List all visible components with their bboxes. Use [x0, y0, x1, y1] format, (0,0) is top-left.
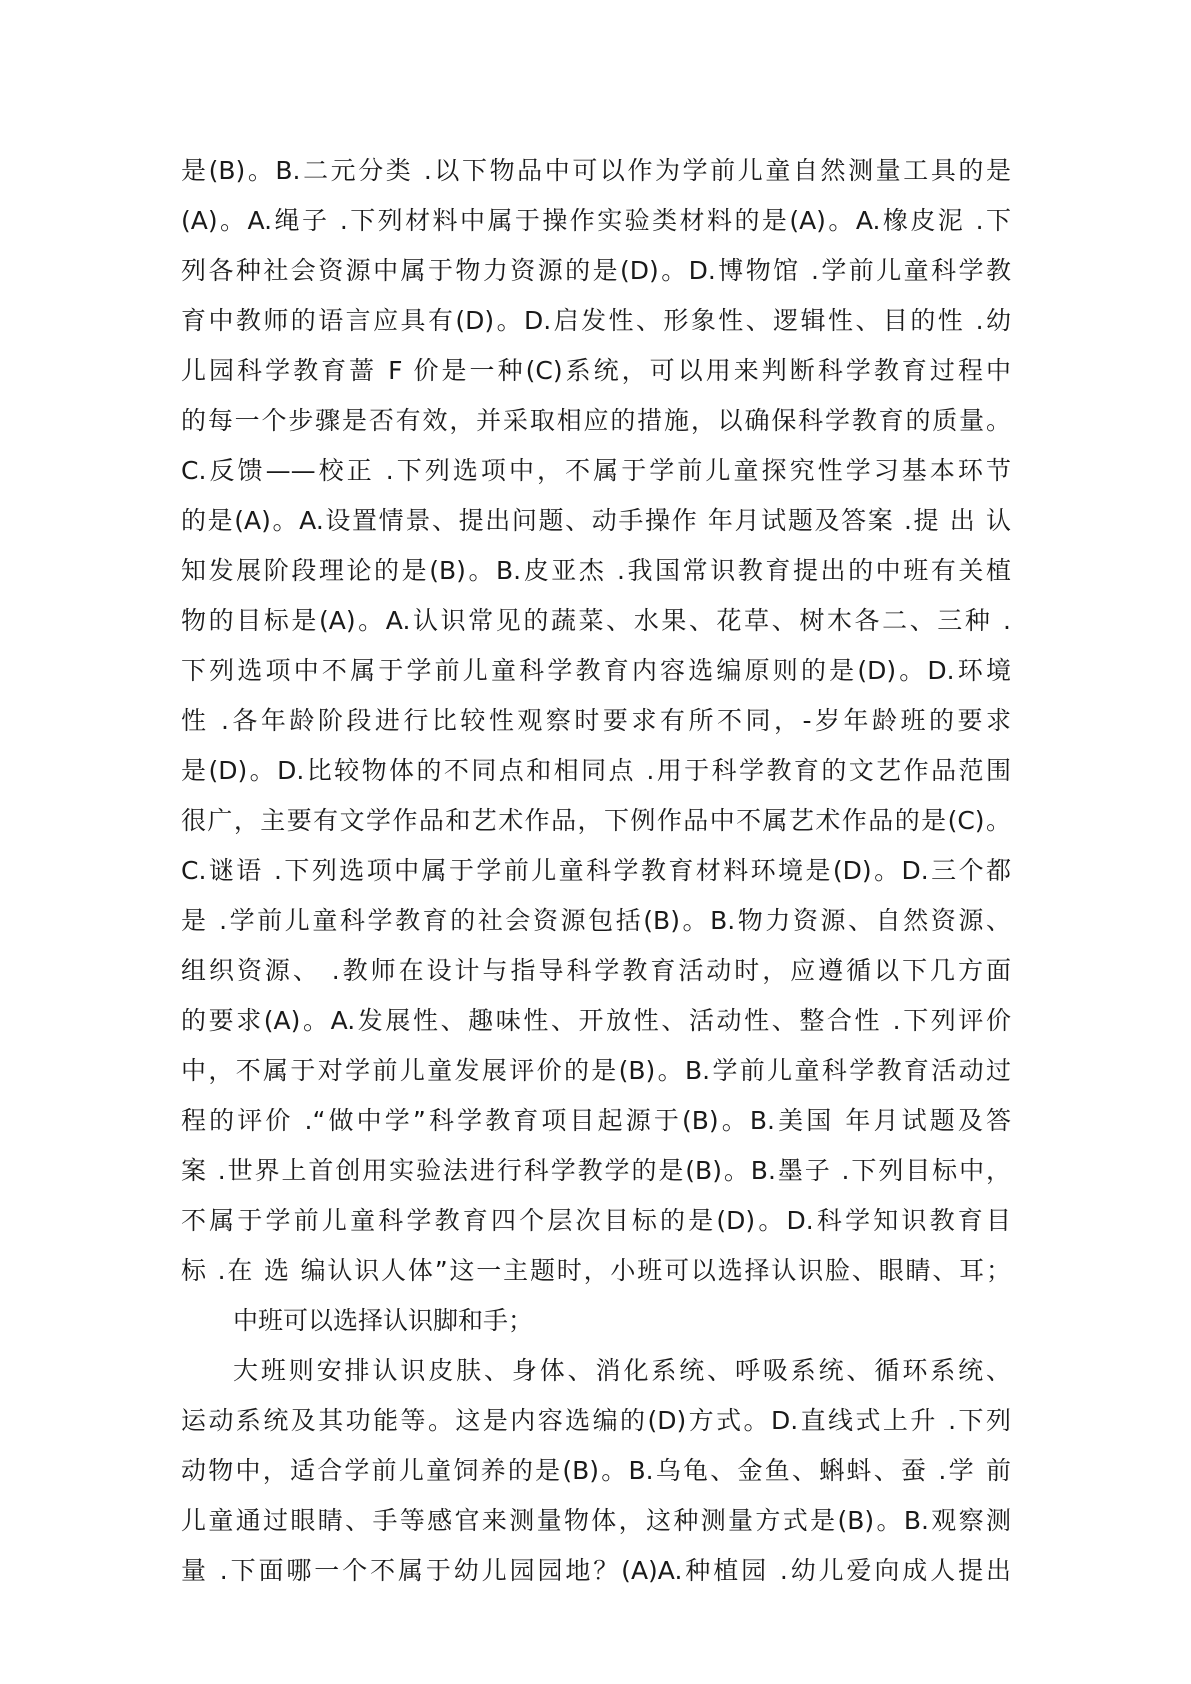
- text-line: 中班可以选择认识脚和手；: [233, 1306, 534, 1335]
- text-line: 知发展阶段理论的是(B)。B.皮亚杰 .我国常识教育提出的中班有关植: [181, 556, 1011, 585]
- body-text: [181, 146, 1011, 1596]
- text-line: 儿园科学教育蔷 F 价是一种(C)系统，可以用来判断科学教育过程中: [181, 356, 1011, 385]
- text-line: 大班则安排认识皮肤、身体、消化系统、呼吸系统、循环系统、: [233, 1356, 1011, 1385]
- text-line: 的要求(A)。A.发展性、趣味性、开放性、活动性、整合性 .下列评价: [181, 1006, 1011, 1035]
- text-line: 物的目标是(A)。A.认识常见的蔬菜、水果、花草、树木各二、三种 .: [181, 606, 1011, 635]
- text-line: 中，不属于对学前儿童发展评价的是(B)。B.学前儿童科学教育活动过: [181, 1056, 1011, 1085]
- text-line: 组织资源、 .教师在设计与指导科学教育活动时，应遵循以下几方面: [181, 956, 1011, 985]
- text-line: 动物中，适合学前儿童饲养的是(B)。B.乌龟、金鱼、蝌蚪、蚕 .学 前: [181, 1456, 1011, 1485]
- text-line: 的每一个步骤是否有效，并采取相应的措施，以确保科学教育的质量。: [181, 406, 1011, 435]
- text-line: 是 .学前儿童科学教育的社会资源包括(B)。B.物力资源、自然资源、: [181, 906, 1011, 935]
- text-line: 是(B)。B.二元分类 .以下物品中可以作为学前儿童自然测量工具的是: [181, 156, 1011, 185]
- text-line: 不属于学前儿童科学教育四个层次目标的是(D)。D.科学知识教育目: [181, 1206, 1011, 1235]
- text-line: 列各种社会资源中属于物力资源的是(D)。D.博物馆 .学前儿童科学教: [181, 256, 1011, 285]
- text-line: 程的评价 .“做中学”科学教育项目起源于(B)。B.美国 年月试题及答: [181, 1106, 1011, 1135]
- text-line: 很广，主要有文学作品和艺术作品，下例作品中不属艺术作品的是(C)。: [181, 806, 1011, 835]
- text-line: 的是(A)。A.设置情景、提出问题、动手操作 年月试题及答案 .提 出 认: [181, 506, 1011, 535]
- text-line: 量 .下面哪一个不属于幼儿园园地？(A)A.种植园 .幼儿爱向成人提出: [181, 1556, 1011, 1585]
- text-line: 是(D)。D.比较物体的不同点和相同点 .用于科学教育的文艺作品范围: [181, 756, 1011, 785]
- text-line: C.反馈——校正 .下列选项中，不属于学前儿童探究性学习基本环节: [181, 456, 1011, 485]
- text-line: 育中教师的语言应具有(D)。D.启发性、形象性、逻辑性、目的性 .幼: [181, 306, 1011, 335]
- text-line: 儿童通过眼睛、手等感官来测量物体，这种测量方式是(B)。B.观察测: [181, 1506, 1011, 1535]
- text-line: C.谜语 .下列选项中属于学前儿童科学教育材料环境是(D)。D.三个都: [181, 856, 1011, 885]
- text-line: 标 .在 选 编认识人体”这一主题时，小班可以选择认识脸、眼睛、耳；: [181, 1256, 1011, 1285]
- text-line: 运动系统及其功能等。这是内容选编的(D)方式。D.直线式上升 .下列: [181, 1406, 1011, 1435]
- text-line: 案 .世界上首创用实验法进行科学教学的是(B)。B.墨子 .下列目标中，: [181, 1156, 1011, 1185]
- text-line: (A)。A.绳子 .下列材料中属于操作实验类材料的是(A)。A.橡皮泥 .下: [181, 206, 1011, 235]
- text-line: 下列选项中不属于学前儿童科学教育内容选编原则的是(D)。D.环境: [181, 656, 1011, 685]
- text-line: 性 .各年龄阶段进行比较性观察时要求有所不同，-岁年龄班的要求: [181, 706, 1011, 735]
